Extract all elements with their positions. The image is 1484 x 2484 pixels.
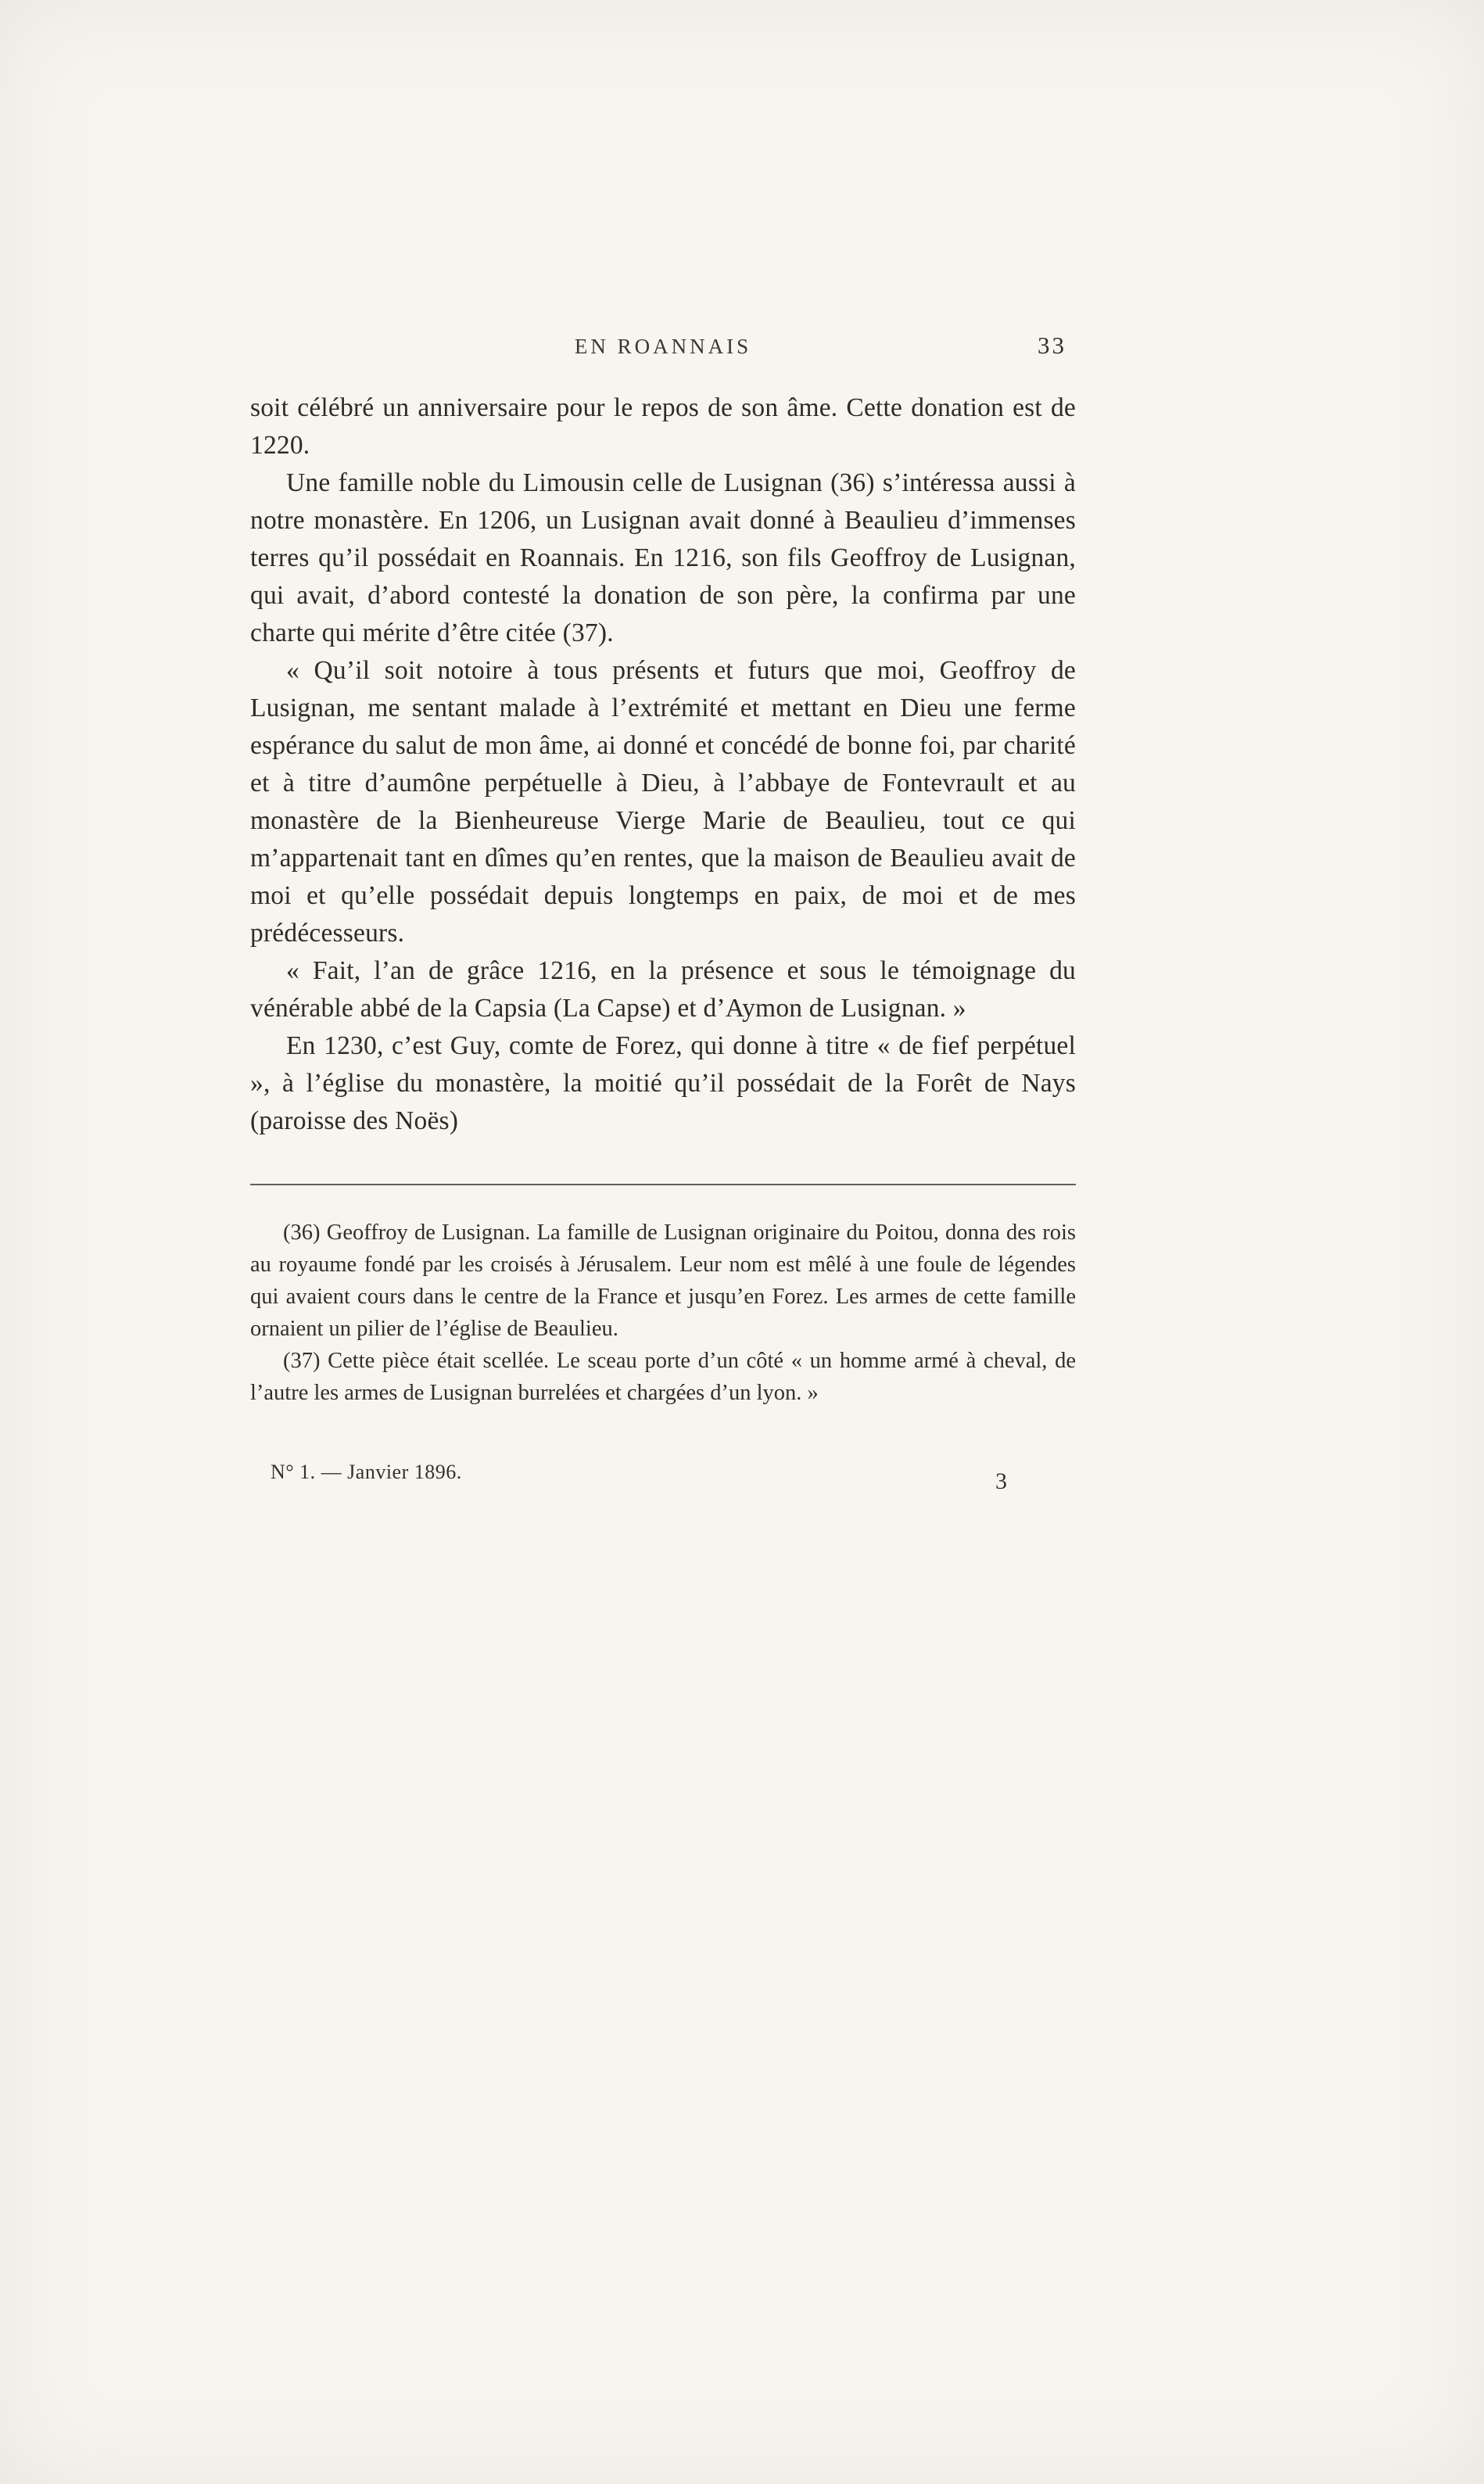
body-paragraph: « Fait, l’an de grâce 1216, en la présence et sous le témoignage du vénérable abbé de la Capsia (La Capse) et d’Aymon de Lusignan. » [250, 956, 1076, 1023]
footnote-separator [250, 1184, 1076, 1185]
text-column [250, 332, 1076, 1498]
running-title: EN ROANNAIS [574, 335, 752, 358]
page-number: 33 [1038, 332, 1066, 359]
body-paragraph: En 1230, c’est Guy, comte de Forez, qui donne à titre « de fief perpétuel », à l’église du monastère, la moitié qu’il possédait de la Forêt de Nays (paroisse des Noës) [250, 1031, 1076, 1135]
body-paragraph: Une famille noble du Limousin celle de Lusignan (36) s’intéressa aussi à notre monastère. En 1206, un Lusignan avait donné à Beaulieu d’immenses terres qu’il possédait en Roannais. En 1216, son fils Geoffroy de Lusignan, qui avait, d’abord contesté la donation de son père, la confirma par une charte qui mérite d’être citée (37). [250, 468, 1076, 647]
issue-line: N° 1. — Janvier 1896. [271, 1461, 462, 1483]
footnote-37: (37) Cette pièce était scellée. Le sceau porte d’un côté « un homme armé à cheval, de l’autre les armes de Lusignan burrelées et chargées d’un lyon. » [250, 1349, 1076, 1405]
page-header [250, 332, 1076, 367]
body-paragraph: « Qu’il soit notoire à tous présents et futurs que moi, Geoffroy de Lusignan, me sentant malade à l’extrémité et mettant en Dieu une ferme espérance du salut de mon âme, ai donné et concédé de bonne foi, par charité et à titre d’aumône perpétuelle à Dieu, à l’abbaye de Fontevrault et au monastère de la Bienheureuse Vierge Marie de Beaulieu, tout ce qui m’appartenait tant en dîmes qu’en rentes, que la maison de Beaulieu avait de moi et qu’elle possédait depuis longtemps en paix, de moi et de mes prédécesseurs. [250, 656, 1076, 948]
body-paragraph: soit célébré un anniversaire pour le repos de son âme. Cette donation est de 1220. [250, 393, 1076, 460]
footnotes [250, 1217, 1076, 1409]
body-text [250, 389, 1076, 1140]
footnote-36: (36) Geoffroy de Lusignan. La famille de Lusignan originaire du Poitou, donna des rois au royaume fondé par les croisés à Jérusalem. Leur nom est mêlé à une foule de légendes qui avaient cours dans le centre de la France et jusqu’en Forez. Les armes de cette famille ornaient un pilier de l’église de Beaulieu. [250, 1220, 1076, 1341]
page-footer [250, 1461, 1076, 1498]
signature-number: 3 [995, 1468, 1007, 1494]
